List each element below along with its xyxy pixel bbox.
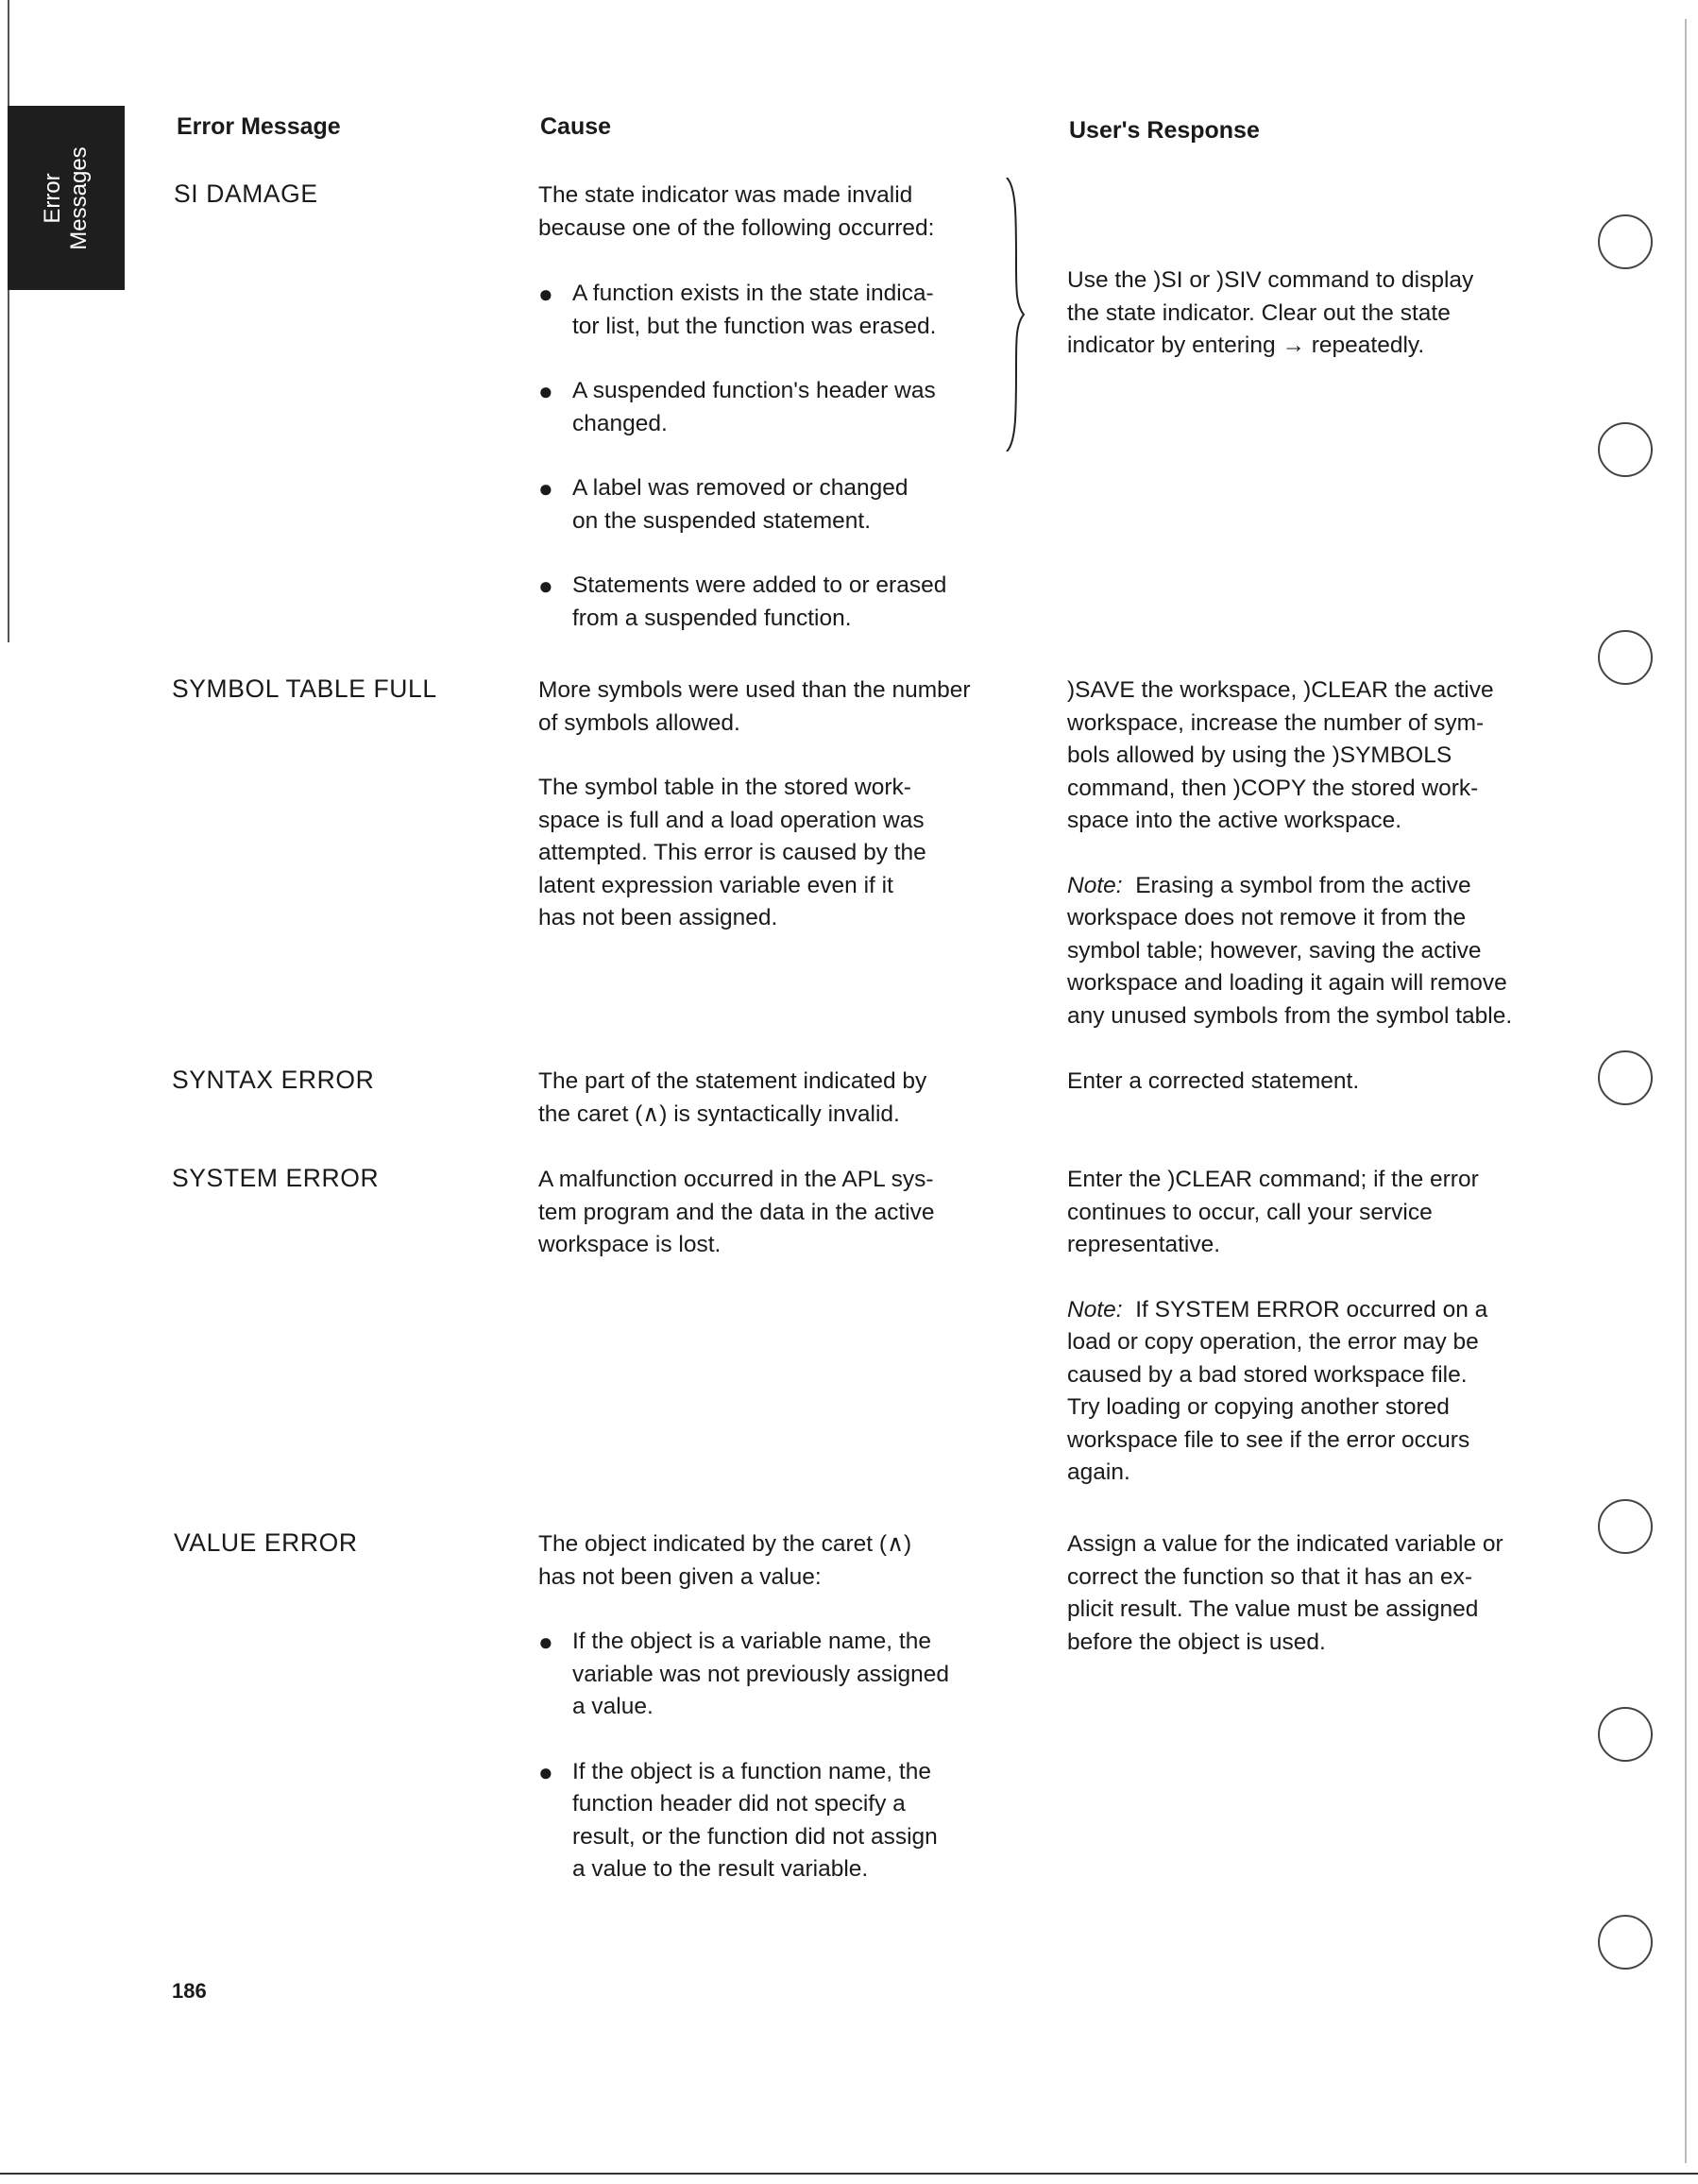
bullet-item: ● A function exists in the state indica- tor list, but the function was erased.: [538, 280, 937, 339]
binder-hole-icon: [1596, 1913, 1655, 1971]
bullet-dot-icon: ●: [538, 474, 553, 503]
binder-hole-icon: [1596, 1049, 1655, 1107]
note-label: Note:: [1067, 1296, 1123, 1322]
binder-hole-icon: [1596, 1497, 1655, 1556]
bullet-item: ● Statements were added to or erased from a suspended function.: [538, 572, 947, 631]
response-si-damage: Use the )SI or )SIV command to display the state indicator. Clear out the state indicator by entering → repeatedly.: [1067, 267, 1474, 358]
header-cause: Cause: [540, 113, 612, 140]
error-symbol-table-full: SYMBOL TABLE FULL: [172, 674, 437, 703]
binder-hole-icon: [1596, 213, 1655, 271]
bullet-item: ● A label was removed or changed on the suspended statement.: [538, 474, 908, 534]
cause-value-error: The object indicated by the caret (∧) has not been given a value: ● If the object is a variable name, the variable was not previously assigned a value. ● If the object is a function name, the function header did not specify a result, or the function did not assign a value to the result variable.: [538, 1528, 1029, 1886]
cause-symbol-table-full: More symbols were used than the number of symbols allowed. The symbol table in the stored work- space is full and a load operation was attempted. This error is caused by the latent expression variable even if it has not been assigned.: [538, 674, 1029, 935]
header-error-message: Error Message: [177, 113, 341, 140]
binder-hole-icon: [1596, 420, 1655, 479]
error-system-error: SYSTEM ERROR: [172, 1164, 380, 1192]
bullet-dot-icon: ●: [538, 1628, 553, 1656]
error-value-error: VALUE ERROR: [174, 1528, 358, 1557]
grouping-brace: [1005, 178, 1026, 452]
response-system-error: Enter the )CLEAR command; if the error continues to occur, call your service representative. Note: If SYSTEM ERROR occurred on a load or copy operation, the error may be caused by a bad stored workspace file. Try loading or copying another stored workspace file to see if the error occurs again.: [1067, 1164, 1577, 1490]
note-paragraph: Note: If SYSTEM ERROR occurred on a load or copy operation, the error may be caused by a bad stored workspace file. Try loading or copying another stored workspace file to see if the error occurs again.: [1067, 1296, 1488, 1485]
section-tab: [8, 106, 125, 290]
bottom-rule: [0, 2173, 1698, 2175]
bullet-item: ● If the object is a variable name, the variable was not previously assigned a value.: [538, 1628, 950, 1719]
bullet-item: ● A suspended function's header was changed.: [538, 377, 936, 436]
page-right-edge: [1685, 19, 1687, 2163]
header-users-response: User's Response: [1069, 117, 1260, 144]
cause-syntax-error: The part of the statement indicated by the caret (∧) is syntactically invalid.: [538, 1068, 927, 1127]
cause-system-error: A malfunction occurred in the APL sys- tem program and the data in the active workspace is lost.: [538, 1167, 935, 1257]
note-paragraph: Note: Erasing a symbol from the active workspace does not remove it from the symbol table; however, saving the active workspace and loading it again will remove any unused symbols from the symbol table.: [1067, 872, 1513, 1029]
bullet-item: ● If the object is a function name, the function header did not specify a result, or the function did not assign a value to the result variable.: [538, 1757, 938, 1882]
page-number: 186: [172, 1979, 207, 2003]
error-si-damage: SI DAMAGE: [174, 179, 318, 208]
bullet-dot-icon: ●: [538, 1757, 553, 1786]
response-value-error: Assign a value for the indicated variable or correct the function so that it has an ex- plicit result. The value must be assigned before the object is used.: [1067, 1531, 1503, 1655]
note-label: Note:: [1067, 872, 1123, 898]
bullet-dot-icon: ●: [538, 280, 553, 308]
cause-si-damage: [538, 179, 1029, 635]
binder-hole-icon: [1596, 628, 1655, 687]
cause-paragraph: The symbol table in the stored work- space is full and a load operation was attempted. This error is caused by the latent expression variable even if it has not been assigned.: [538, 775, 926, 930]
section-tab-label: Error Messages: [40, 145, 92, 250]
response-symbol-table-full: )SAVE the workspace, )CLEAR the active workspace, increase the number of sym- bols allowed by using the )SYMBOLS command, then )COPY the stored work- space into the active workspace. Note: Erasing a symbol from the active workspace does not remove it from the symbol table; however, saving the active workspace and loading it again will remove any unused symbols from the symbol table.: [1067, 674, 1577, 1032]
response-syntax-error: Enter a corrected statement.: [1067, 1068, 1360, 1094]
binder-hole-icon: [1596, 1705, 1655, 1764]
page-left-edge: [8, 0, 9, 642]
bullet-dot-icon: ●: [538, 572, 553, 600]
cause-intro: The state indicator was made invalid because one of the following occurred:: [538, 182, 935, 241]
bullet-dot-icon: ●: [538, 377, 553, 405]
error-syntax-error: SYNTAX ERROR: [172, 1066, 375, 1094]
